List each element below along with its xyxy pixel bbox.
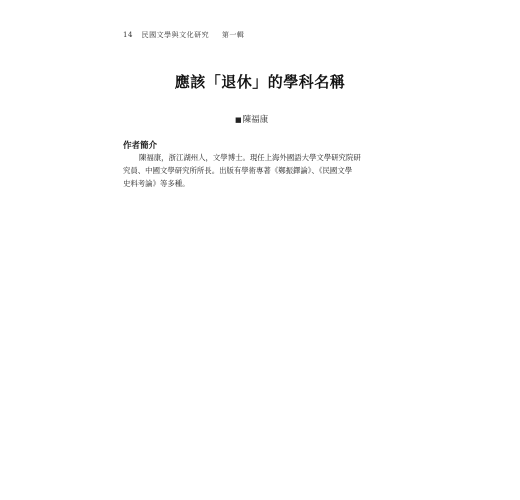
- bio-heading: 作者簡介: [123, 141, 158, 151]
- running-header: [123, 30, 244, 40]
- article-title: 應該「退休」的學科名稱: [174, 73, 346, 91]
- bio-line: 究員、中國文學研究所所長。出版有學術專著《鄭振鐸論》、《民國文學: [123, 166, 353, 175]
- issue-label: 第一輯: [221, 31, 245, 39]
- bio-line: 陳福康，浙江湖州人，文學博士。現任上海外國語大學文學研究院研: [139, 153, 361, 162]
- bio-line: 史料考論》等多種。: [123, 179, 190, 188]
- bio-paragraph: [123, 151, 380, 190]
- byline-marker: ■: [235, 116, 242, 124]
- byline: [235, 113, 268, 125]
- journal-title: 民國文學與文化研究: [141, 31, 210, 39]
- author-name: 陳福康: [242, 115, 269, 125]
- page-number: 14: [123, 31, 133, 39]
